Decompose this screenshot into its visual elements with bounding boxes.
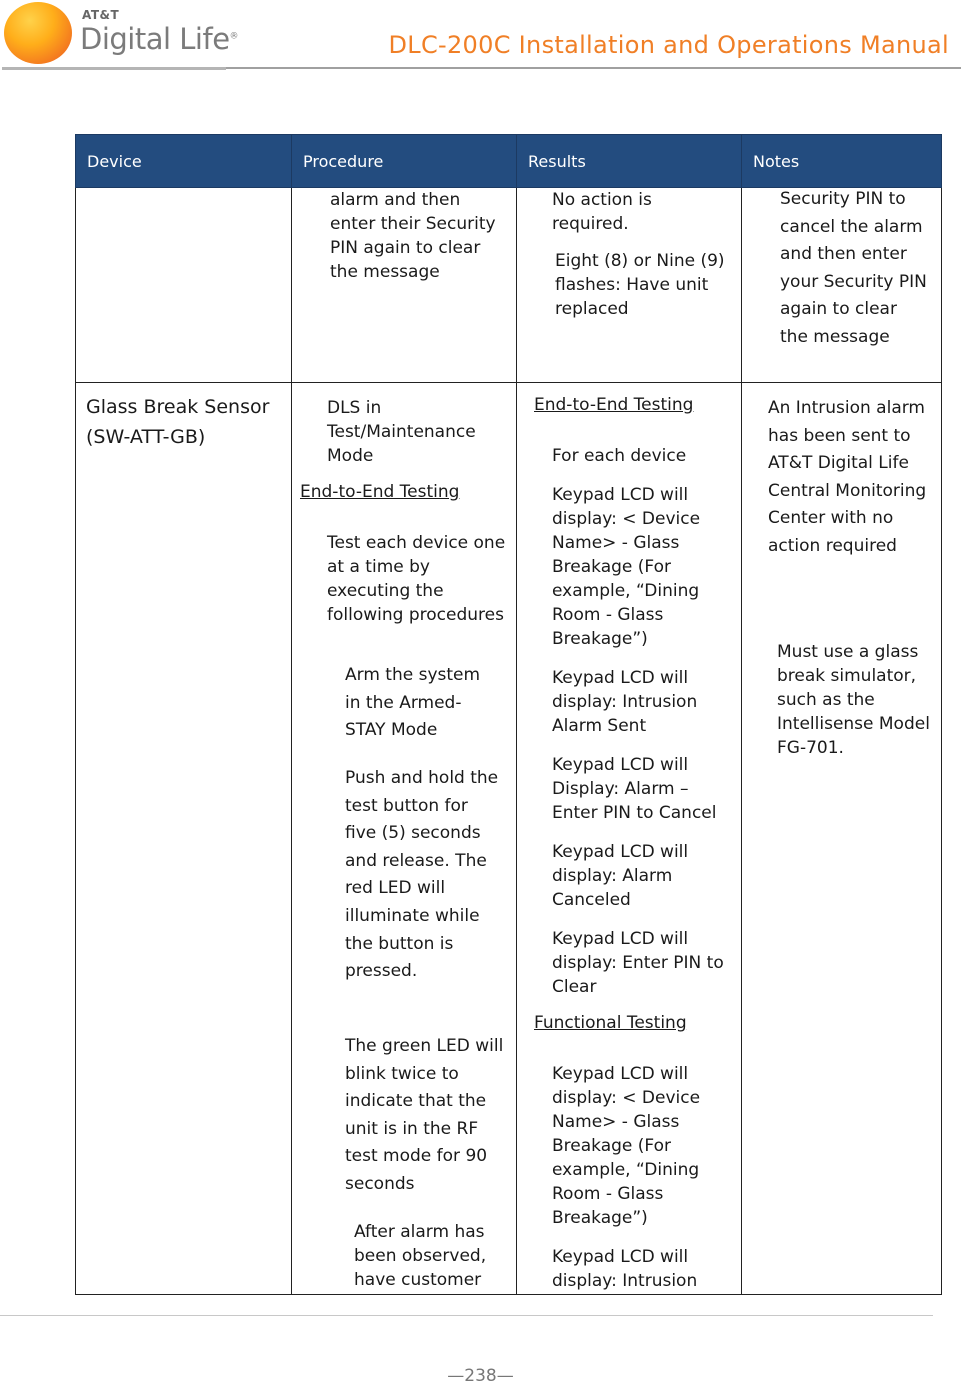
notes-glass-break-simulator: Must use a glass break simulator, such as the Intellisense Model FG-701.: [777, 642, 930, 758]
document-title: DLC-200C Installation and Operations Manual: [388, 31, 949, 59]
row2-procedure-cell: [292, 383, 517, 1295]
table-row: [76, 188, 942, 383]
row2-results-cell: [517, 383, 742, 1295]
table-header-row: [76, 135, 942, 188]
column-header-device: Device: [76, 135, 292, 188]
table-row: [76, 383, 942, 1295]
results-item-functional-device-name: Keypad LCD will display: < Device Name> - Glass Breakage (For example, “Dining Room - Glass Breakage”): [552, 1064, 701, 1228]
results-item-enter-pin-cancel: Keypad LCD will Display: Alarm – Enter PIN to Cancel: [552, 755, 717, 823]
row2-notes-cell: [742, 383, 942, 1295]
results-item-functional-intrusion: Keypad LCD will display: Intrusion: [552, 1247, 698, 1291]
results-item-intrusion-sent: Keypad LCD will display: Intrusion Alarm Sent: [552, 668, 698, 736]
header-rule-right: [226, 67, 961, 69]
procedure-step-arm: Arm the system in the Armed-STAY Mode: [345, 665, 481, 741]
results-heading-end-to-end: End-to-End Testing: [534, 395, 694, 415]
device-name-line-1: Glass Break Sensor: [86, 396, 270, 418]
device-model: (SW-ATT-GB): [86, 426, 206, 448]
results-heading-functional: Functional Testing: [534, 1013, 687, 1033]
column-header-procedure: Procedure: [292, 135, 517, 188]
row1-results-text-2: Eight (8) or Nine (9) flashes: Have unit replaced: [555, 251, 725, 319]
row1-results-cell: [517, 188, 742, 383]
brand-digital-life: [80, 22, 238, 56]
page-header: [0, 0, 961, 72]
results-item-alarm-canceled: Keypad LCD will display: Alarm Canceled: [552, 842, 689, 910]
brand-att: AT&T: [82, 8, 120, 22]
notes-intrusion-alarm: An Intrusion alarm has been sent to AT&T Digital Life Central Monitoring Center with no action required: [768, 398, 927, 556]
procedure-step-after-alarm: After alarm has been observed, have customer: [354, 1222, 487, 1290]
brand-digital-life-text: Digital Life: [80, 22, 230, 56]
procedure-table: [75, 134, 942, 1295]
results-item-device-name: Keypad LCD will display: < Device Name> - Glass Breakage (For example, “Dining Room - Glass Breakage”): [552, 485, 701, 649]
procedure-step-green-led: The green LED will blink twice to indicate that the unit is in the RF test mode for 90 seconds: [345, 1036, 504, 1194]
row1-device-cell: [76, 188, 292, 383]
column-header-notes: Notes: [742, 135, 942, 188]
header-rule-left: [2, 67, 226, 70]
row1-notes-cell: [742, 188, 942, 383]
device-name: [86, 392, 286, 452]
row1-results-text-1: No action is required.: [552, 190, 652, 234]
procedure-intro: Test each device one at a time by executing the following procedures: [327, 533, 506, 625]
footer-rule: [0, 1315, 933, 1316]
att-globe-logo-icon: [4, 2, 72, 64]
row2-device-cell: [76, 383, 292, 1295]
procedure-heading-end-to-end: End-to-End Testing: [300, 482, 460, 502]
row1-procedure-text: alarm and then enter their Security PIN again to clear the message: [330, 190, 496, 282]
brand-registered-mark: ®: [229, 31, 239, 42]
procedure-dls-mode: DLS in Test/Maintenance Mode: [327, 398, 476, 466]
results-item-enter-pin-clear: Keypad LCD will display: Enter PIN to Clear: [552, 929, 724, 997]
page-number: —238—: [447, 1366, 514, 1386]
column-header-results: Results: [517, 135, 742, 188]
results-for-each-device: For each device: [552, 446, 687, 466]
row1-procedure-cell: [292, 188, 517, 383]
procedure-step-test-button: Push and hold the test button for five (5) seconds and release. The red LED will illuminate while the button is pressed.: [345, 768, 499, 982]
row1-notes-text: Security PIN to cancel the alarm and then enter your Security PIN again to clear the message: [780, 189, 927, 347]
